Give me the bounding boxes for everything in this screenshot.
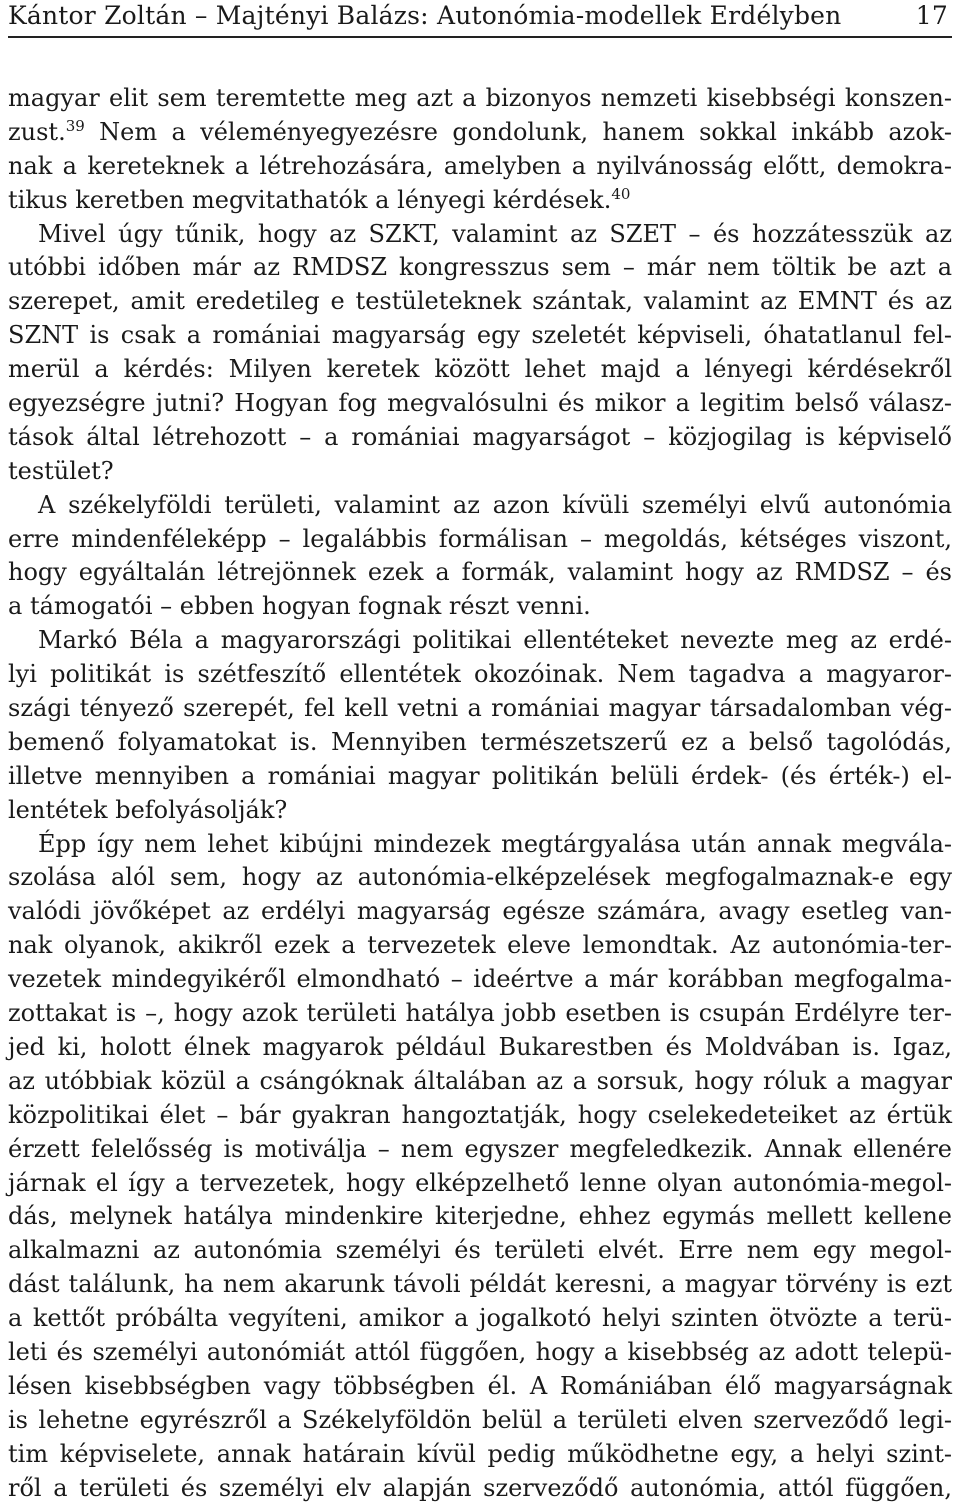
text-run: zottakat is –, hogy azok területi hatálya jobb esetben is csupán Erdélyre ter- — [8, 999, 952, 1028]
text-run: zust. — [8, 117, 66, 146]
text-run: lentétek befolyásolják? — [8, 795, 288, 824]
text-run: valódi jövőképet az erdélyi magyarság egésze számára, avagy esetleg van- — [8, 897, 952, 926]
text-line — [8, 861, 952, 895]
text-run: Mivel úgy tűnik, hogy az SZKT, valamint az SZET – és hozzátesszük az — [38, 219, 952, 248]
text-run: ről a területi és személyi elv alapján szerveződő autonómia, attól függően, — [8, 1473, 952, 1502]
text-line — [8, 1099, 952, 1133]
footnote-ref: 40 — [611, 184, 631, 203]
text-run: dás, melynek hatálya mindenkire kiterjedne, ehhez egymás mellett kellene — [8, 1202, 952, 1231]
text-run: Markó Béla a magyarországi politikai ellentéteket nevezte meg az erdé- — [38, 626, 952, 655]
text-line — [8, 895, 952, 929]
text-run: szági tényező szerepét, fel kell vetni a romániai magyar társadalomban vég- — [8, 694, 952, 723]
text-run: utóbbi időben már az RMDSZ kongresszus sem – már nem töltik be azt a — [8, 253, 952, 282]
text-run: alkalmazni az autonómia személyi és területi elvét. Erre nem egy megol- — [8, 1236, 952, 1265]
footnote-ref: 39 — [65, 116, 85, 135]
text-run: járnak el így a tervezetek, hogy elképzelhető lenne olyan autonómia-megol- — [8, 1168, 952, 1197]
text-line — [8, 828, 952, 862]
text-line — [8, 489, 952, 523]
text-run: merül a kérdés: Milyen keretek között lehet majd a lényegi kérdésekről — [8, 355, 952, 384]
text-line — [8, 794, 952, 828]
text-line — [8, 82, 952, 116]
text-line — [8, 760, 952, 794]
text-line — [8, 997, 952, 1031]
text-run: leti és személyi autonómiát attól függően, hogy a kisebbség az adott telepü- — [8, 1337, 952, 1366]
text-run: érzett felelősség is motiválja – nem egyszer megfeledkezik. Annak ellenére — [8, 1134, 952, 1163]
text-line — [8, 285, 952, 319]
text-line — [8, 353, 952, 387]
text-run: vezetek mindegyikéről elmondható – ideértve a már korábban megfogalma- — [8, 965, 952, 994]
text-line — [8, 1133, 952, 1167]
text-line — [8, 251, 952, 285]
text-run: a kettőt próbálta vegyíteni, amikor a jogalkotó helyi szinten ötvözte a terü- — [8, 1304, 952, 1333]
text-line — [8, 726, 952, 760]
text-run: tások által létrehozott – a romániai magyarságot – közjogilag is képviselő — [8, 422, 952, 451]
text-line — [8, 1031, 952, 1065]
text-line — [8, 1472, 952, 1505]
text-run: SZNT is csak a romániai magyarság egy szeletét képviseli, óhatatlanul fel- — [8, 321, 952, 350]
text-line — [8, 116, 952, 150]
text-line — [8, 1200, 952, 1234]
text-line — [8, 523, 952, 557]
page-number: 17 — [915, 1, 948, 30]
text-line — [8, 421, 952, 455]
text-line — [8, 1438, 952, 1472]
text-line — [8, 658, 952, 692]
text-run: szerepet, amit eredetileg e testületeknek szántak, valamint az EMNT és az — [8, 287, 952, 316]
text-run: testület? — [8, 456, 114, 485]
text-run: dást találunk, ha nem akarunk távoli példát keresni, a magyar törvény is ezt — [8, 1270, 952, 1299]
text-run: illetve mennyiben a romániai magyar politikán belüli érdek- (és érték-) el- — [8, 761, 952, 790]
text-line — [8, 218, 952, 252]
text-line — [8, 624, 952, 658]
text-run: A székelyföldi területi, valamint az azon kívüli személyi elvű autonómia — [38, 490, 952, 519]
text-line — [8, 1268, 952, 1302]
text-run: nak olyanok, akikről ezek a tervezetek eleve lemondtak. Az autonómia-ter- — [8, 931, 952, 960]
text-line — [8, 590, 952, 624]
text-line — [8, 963, 952, 997]
text-run: Nem a véleményegyezésre gondolunk, hanem sokkal inkább azok- — [84, 117, 952, 146]
text-run: egyezségre jutni? Hogyan fog megvalósulni és mikor a legitim belső válasz- — [8, 389, 952, 418]
text-run: szolása alól sem, hogy az autonómia-elképzelések megfogalmaznak-e egy — [8, 863, 952, 892]
text-run: erre mindenféleképp – legalábbis formálisan – megoldás, kétséges viszont, — [8, 524, 952, 553]
text-run: Épp így nem lehet kibújni mindezek megtárgyalása után annak megvála- — [38, 829, 952, 858]
text-line — [8, 150, 952, 184]
text-run: tikus keretben megvitathatók a lényegi kérdések. — [8, 185, 612, 214]
text-line — [8, 319, 952, 353]
text-line — [8, 1370, 952, 1404]
running-header — [8, 0, 952, 38]
text-line — [8, 692, 952, 726]
text-line — [8, 1167, 952, 1201]
text-line — [8, 1404, 952, 1438]
text-line — [8, 387, 952, 421]
text-run: az utóbbiak közül a csángóknak általában az a sorsuk, hogy róluk a magyar — [8, 1066, 952, 1095]
body-text — [8, 82, 952, 1505]
text-run: lésen kisebbségben vagy többségben él. A Romániában élő magyarságnak — [8, 1371, 952, 1400]
text-run: hogy egyáltalán létrejönnek ezek a formák, valamint hogy az RMDSZ – és — [8, 558, 952, 587]
text-run: jed ki, holott élnek magyarok például Bukarestben és Moldvában is. Igaz, — [8, 1032, 952, 1061]
text-run: tim képviselete, annak határain kívül pedig működhetne egy, a helyi szint- — [8, 1439, 952, 1468]
text-run: közpolitikai élet – bár gyakran hangoztatják, hogy cselekedeteiket az értük — [8, 1100, 952, 1129]
text-line — [8, 556, 952, 590]
text-run: nak a kereteknek a létrehozására, amelyben a nyilvánosság előtt, demokra- — [8, 151, 952, 180]
running-title: Kántor Zoltán – Majtényi Balázs: Autonómia-modellek Erdélyben — [8, 1, 842, 30]
text-line — [8, 1336, 952, 1370]
text-line — [8, 184, 952, 218]
text-run: a támogatói – ebben hogyan fognak részt venni. — [8, 592, 591, 621]
text-run: magyar elit sem teremtette meg azt a bizonyos nemzeti kisebbségi konszen- — [8, 84, 952, 112]
text-line — [8, 1065, 952, 1099]
text-line — [8, 455, 952, 489]
text-run: is lehetne egyrészről a Székelyföldön belül a területi elven szerveződő legi- — [8, 1405, 952, 1434]
text-run: bemenő folyamatokat is. Mennyiben természetszerű ez a belső tagolódás, — [8, 727, 952, 756]
text-line — [8, 1302, 952, 1336]
text-line — [8, 929, 952, 963]
text-line — [8, 1234, 952, 1268]
text-run: lyi politikát is szétfeszítő ellentétek okozóinak. Nem tagadva a magyaror- — [8, 660, 952, 689]
